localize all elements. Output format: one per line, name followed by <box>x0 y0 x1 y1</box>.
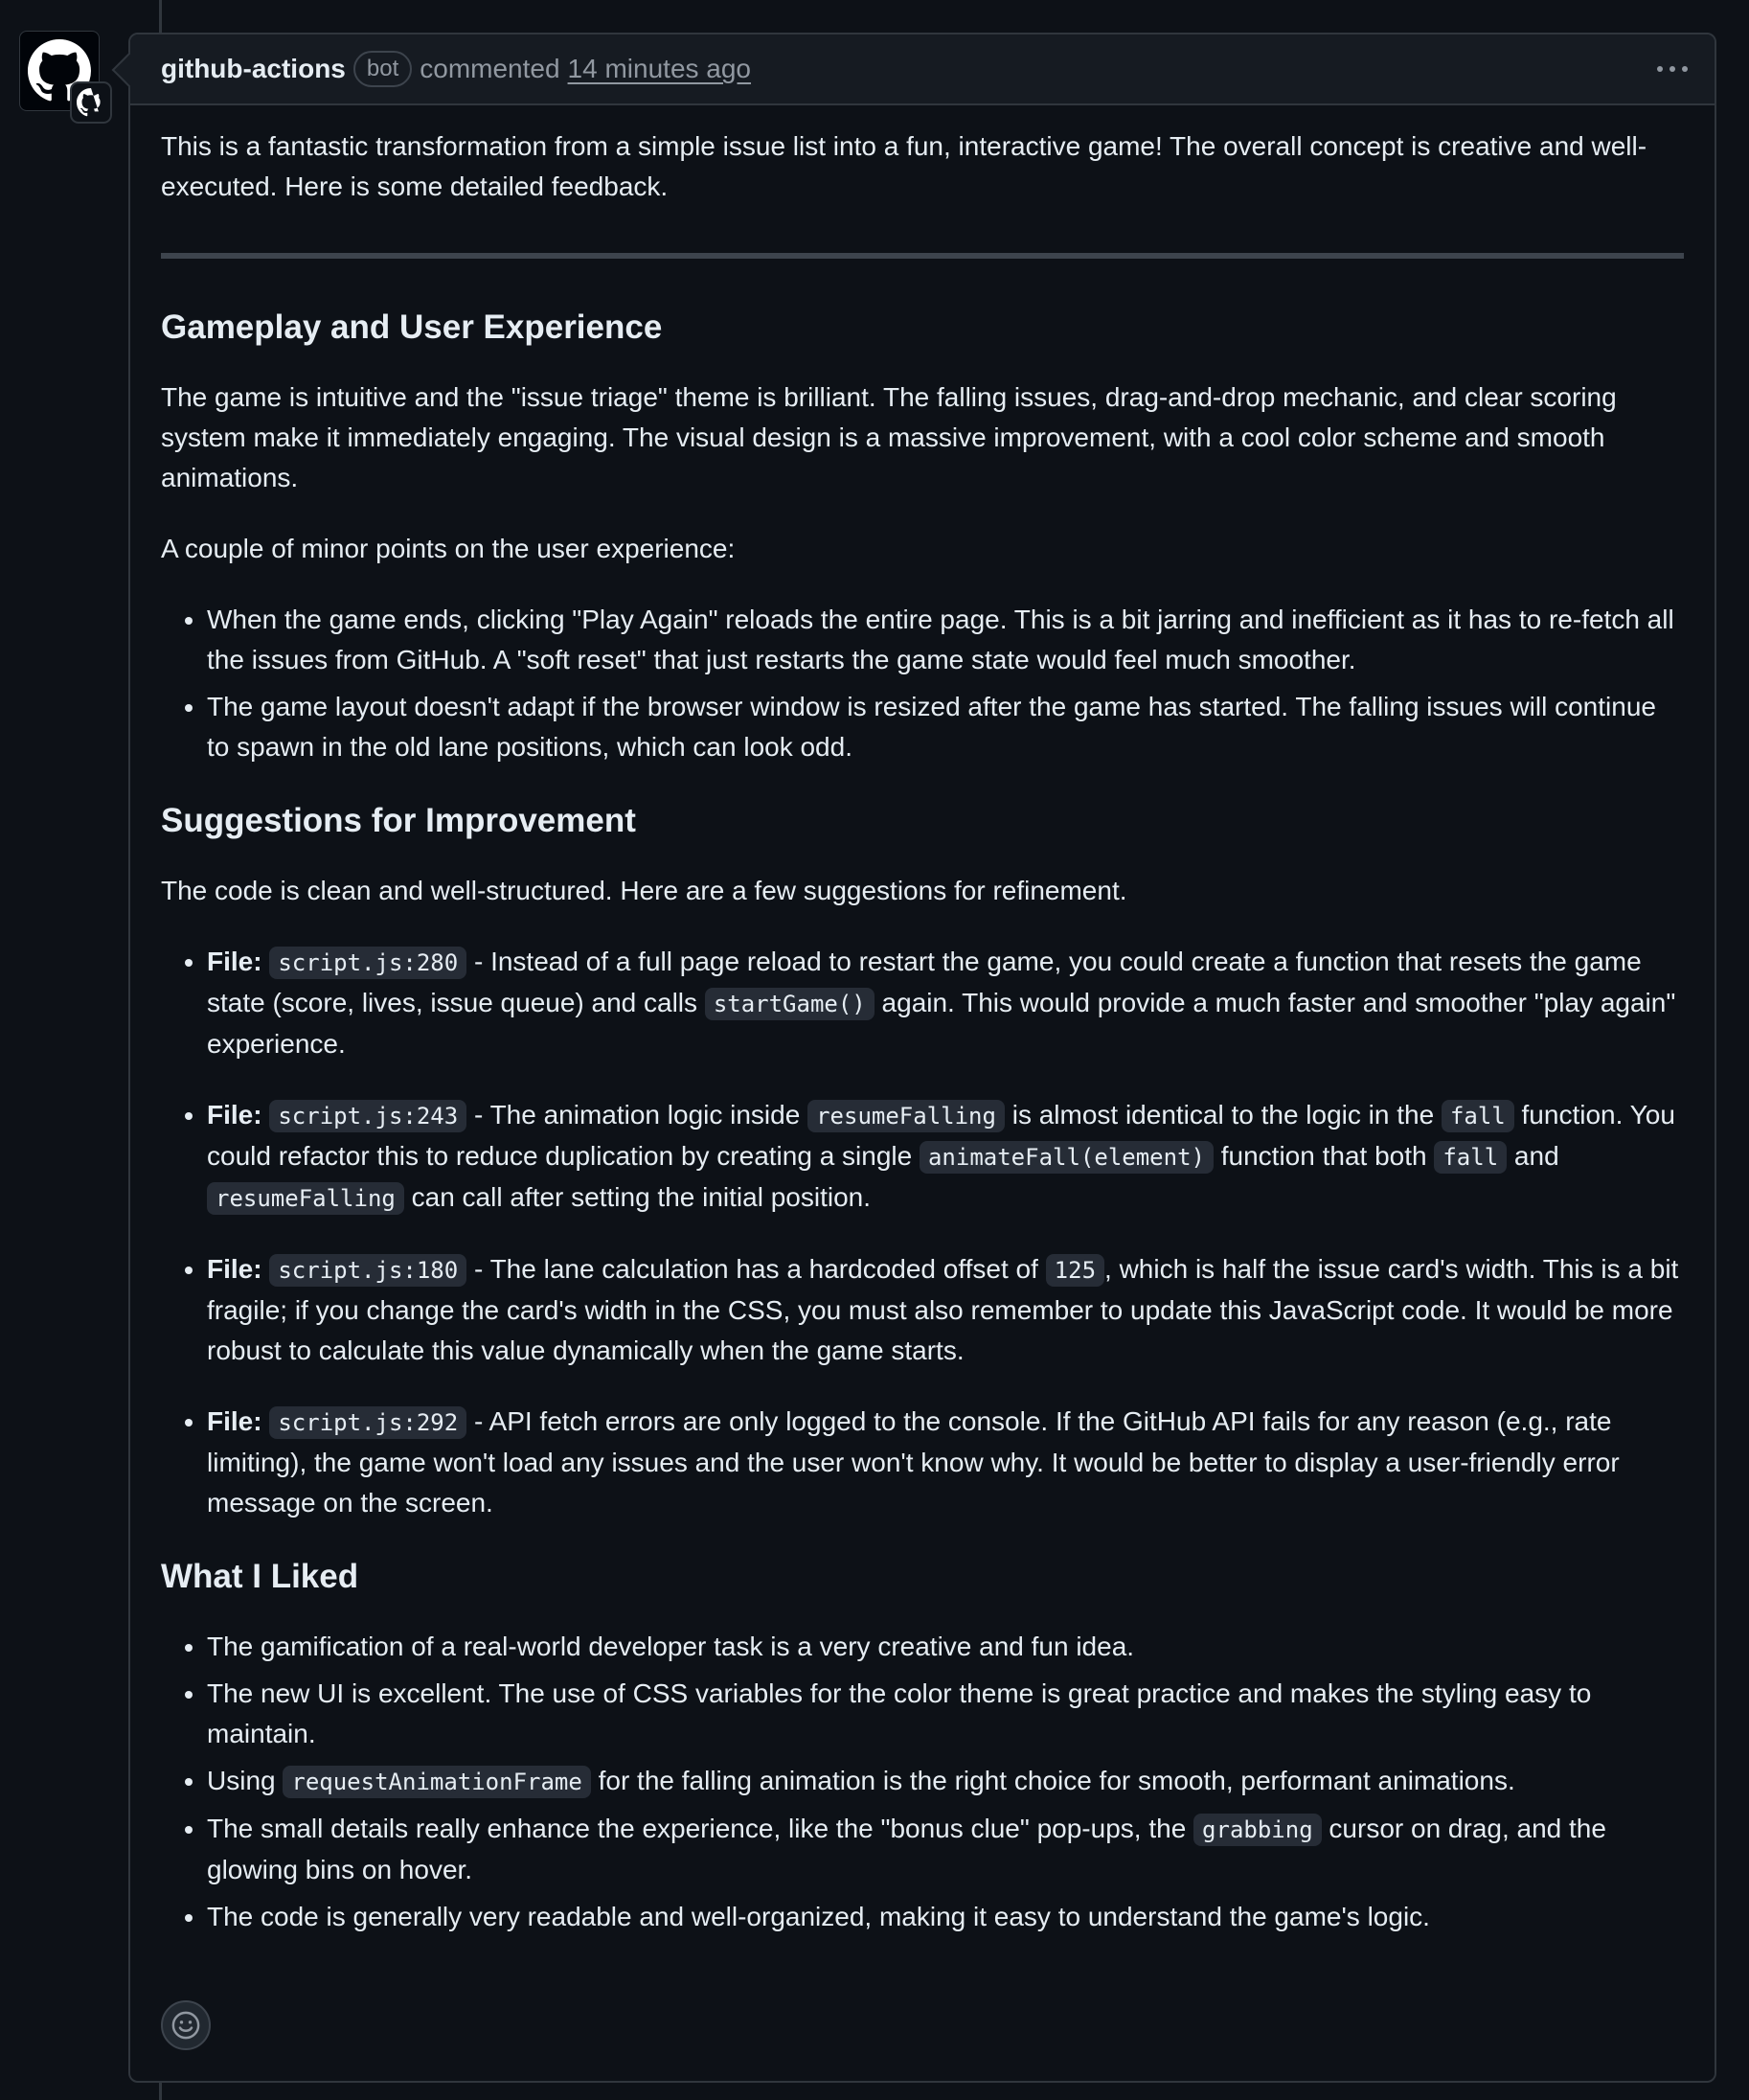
github-mark-icon <box>77 88 105 117</box>
file-label: File: <box>207 947 262 976</box>
text: function. You could refactor this to reduce duplication by creating a single <box>207 1100 1675 1171</box>
list-item: • The new UI is excellent. The use of CSS variables for the color theme is great practice and makes the styling easy to maintain. <box>207 1674 1684 1754</box>
ux-intro-paragraph: A couple of minor points on the user experience: <box>161 534 736 563</box>
heading-gameplay: Gameplay and User Experience <box>161 308 663 346</box>
inline-code: fall <box>1434 1141 1507 1174</box>
text: , which is half the issue card's width. This is a bit fragile; if you change the card's width in the CSS, you must also remember to update this JavaScript code. It would be more robust to calculate this value dynamically when the game starts. <box>207 1254 1679 1365</box>
text: again. This would provide a much faster and smoother "play again" experience. <box>207 988 1676 1059</box>
suggestions-paragraph: The code is clean and well-structured. Here are a few suggestions for refinement. <box>161 876 1127 905</box>
inline-code: script.js:280 <box>269 947 466 979</box>
heading-liked: What I Liked <box>161 1558 359 1595</box>
list-item: • When the game ends, clicking "Play Again" reloads the entire page. This is a bit jarring and inefficient as it has to re-fetch all the issues from GitHub. A "soft reset" that just restarts the game state would feel much smoother. <box>207 600 1684 680</box>
list-item: • The code is generally very readable and well-organized, making it easy to understand the game's logic. <box>207 1897 1684 1937</box>
comment-box <box>128 33 1716 2083</box>
add-reaction-button[interactable] <box>161 2000 211 2050</box>
list-item: • The game layout doesn't adapt if the browser window is resized after the game has started. The falling issues will continue to spawn in the old lane positions, which can look odd. <box>207 687 1684 767</box>
inline-code: script.js:180 <box>269 1254 466 1287</box>
heading-suggestions: Suggestions for Improvement <box>161 802 636 839</box>
text: The small details really enhance the experience, like the "bonus clue" pop-ups, the <box>207 1814 1194 1843</box>
file-label: File: <box>207 1254 262 1284</box>
text: - The lane calculation has a hardcoded offset of <box>466 1254 1046 1284</box>
avatar[interactable] <box>19 31 100 111</box>
inline-code: script.js:243 <box>269 1100 466 1132</box>
file-label: File: <box>207 1100 262 1130</box>
text: can call after setting the initial position. <box>403 1182 871 1212</box>
inline-code: script.js:292 <box>269 1406 466 1439</box>
more-options-button[interactable] <box>1651 52 1693 86</box>
text: - The animation logic inside <box>466 1100 808 1130</box>
kebab-horizontal-icon <box>1656 65 1689 73</box>
inline-code: resumeFalling <box>207 1182 404 1215</box>
list-item <box>207 1249 1684 1371</box>
inline-code: fall <box>1442 1100 1514 1132</box>
inline-code: 125 <box>1046 1254 1104 1287</box>
inline-code: animateFall(element) <box>920 1141 1214 1174</box>
author-link[interactable]: github-actions <box>161 54 346 83</box>
list-item <box>207 1402 1684 1523</box>
smiley-icon <box>171 2011 200 2040</box>
text: Using <box>207 1766 284 1795</box>
inline-code: grabbing <box>1193 1814 1322 1846</box>
timestamp-link[interactable]: 14 minutes ago <box>567 54 752 83</box>
list-item: • The gamification of a real-world developer task is a very creative and fun idea. <box>207 1627 1684 1667</box>
app-badge <box>70 81 112 124</box>
inline-code: resumeFalling <box>807 1100 1005 1132</box>
list-item <box>207 1761 1684 1802</box>
suggestions-list <box>161 942 1684 1523</box>
text: is almost identical to the logic in the <box>1004 1100 1442 1130</box>
ux-list <box>161 600 1684 767</box>
comment-header <box>130 34 1715 105</box>
comment-body <box>130 105 1715 1937</box>
text: function that both <box>1213 1141 1435 1171</box>
list-item <box>207 942 1684 1064</box>
inline-code: startGame() <box>705 988 874 1020</box>
text: - Instead of a full page reload to restart the game, you could create a function that resets the game state (score, lives, issue queue) and calls <box>207 947 1642 1017</box>
liked-list <box>161 1627 1684 1937</box>
comment-action: commented <box>420 54 560 83</box>
text: - API fetch errors are only logged to the console. If the GitHub API fails for any reason (e.g., rate limiting), the game won't load any issues and the user won't know why. It would be better to display a user-friendly error message on the screen. <box>207 1406 1620 1518</box>
inline-code: requestAnimationFrame <box>283 1766 590 1798</box>
bot-badge: bot <box>353 51 412 87</box>
list-item <box>207 1809 1684 1890</box>
text: and <box>1507 1141 1559 1171</box>
gameplay-paragraph: The game is intuitive and the "issue triage" theme is brilliant. The falling issues, drag-and-drop mechanic, and clear scoring system make it immediately engaging. The visual design is a massive improvement, with a cool color scheme and smooth animations. <box>161 382 1617 492</box>
intro-paragraph: This is a fantastic transformation from a simple issue list into a fun, interactive game! The overall concept is creative and well-executed. Here is some detailed feedback. <box>161 131 1647 201</box>
divider <box>161 253 1684 259</box>
list-item <box>207 1095 1684 1219</box>
text: cursor on drag, and the glowing bins on hover. <box>207 1814 1606 1884</box>
file-label: File: <box>207 1406 262 1436</box>
text: for the falling animation is the right choice for smooth, performant animations. <box>590 1766 1515 1795</box>
